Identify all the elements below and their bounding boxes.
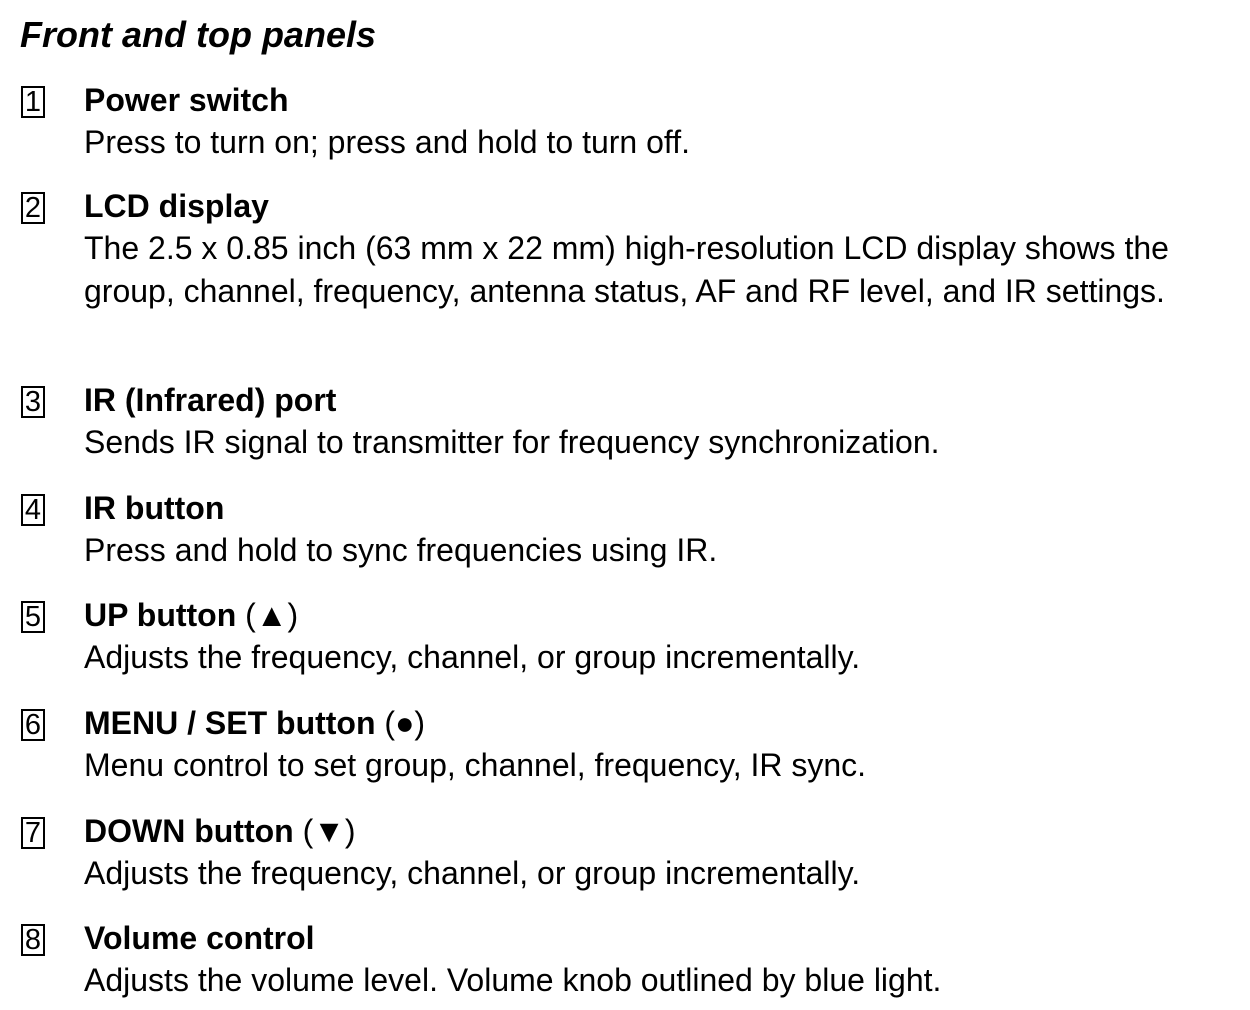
item-title	[84, 79, 289, 121]
item-title	[84, 487, 224, 529]
item-description: Sends IR signal to transmitter for frequency synchronization.	[84, 424, 940, 460]
item-number-badge: 8	[21, 924, 45, 956]
item-description: The 2.5 x 0.85 inch (63 mm x 22 mm) high-resolution LCD display shows the group, channel, frequency, antenna status, AF and RF level, and IR settings.	[84, 230, 1169, 309]
item-title-text: LCD display	[84, 188, 269, 224]
item-description: Press and hold to sync frequencies using IR.	[84, 532, 718, 568]
up-triangle-icon: (▲)	[245, 597, 299, 633]
item-title	[84, 917, 315, 959]
item-title-text: MENU / SET button	[84, 705, 376, 741]
item-number-badge: 3	[21, 386, 45, 418]
filled-circle-icon: (●)	[384, 705, 426, 741]
item-title-text: IR button	[84, 490, 225, 526]
item-description: Adjusts the frequency, channel, or group incrementally.	[84, 855, 861, 891]
item-number-badge: 6	[21, 709, 45, 741]
down-triangle-icon: (▼)	[302, 813, 356, 849]
item-title	[84, 810, 356, 852]
item-title-text: Power switch	[84, 82, 289, 118]
item-title	[84, 379, 336, 421]
item-title	[84, 185, 269, 227]
item-number-badge: 1	[21, 86, 45, 118]
item-description: Adjusts the frequency, channel, or group incrementally.	[84, 639, 861, 675]
item-description: Adjusts the volume level. Volume knob outlined by blue light.	[84, 962, 942, 998]
item-title	[84, 594, 298, 636]
section-title: Front and top panels	[20, 14, 376, 55]
item-title-text: IR (Infrared) port	[84, 382, 337, 418]
item-number-badge: 7	[21, 817, 45, 849]
item-number-badge: 2	[21, 192, 45, 224]
item-description: Press to turn on; press and hold to turn off.	[84, 124, 690, 160]
item-title-text: Volume control	[84, 920, 315, 956]
item-title	[84, 702, 425, 744]
item-description: Menu control to set group, channel, frequency, IR sync.	[84, 747, 867, 783]
item-number-badge: 5	[21, 601, 45, 633]
item-number-badge: 4	[21, 494, 45, 526]
item-title-text: DOWN button	[84, 813, 294, 849]
item-title-text: UP button	[84, 597, 237, 633]
